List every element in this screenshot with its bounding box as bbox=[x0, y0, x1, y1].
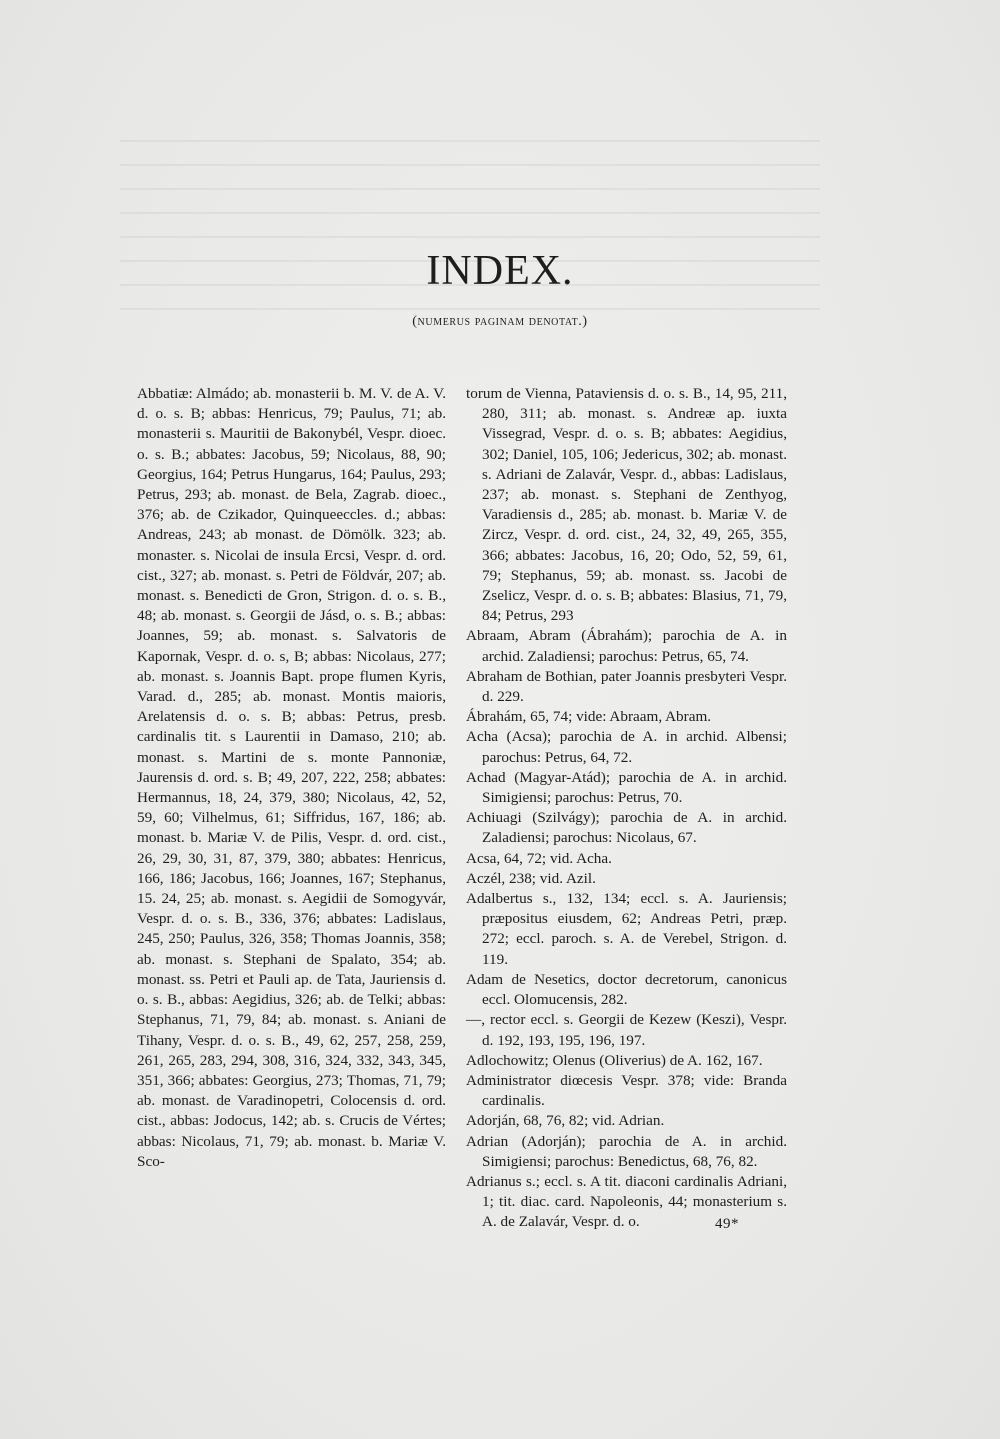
page-title: INDEX. bbox=[426, 248, 574, 294]
index-entry: Adlochowitz; Olenus (Oliverius) de A. 162, 167. bbox=[466, 1051, 763, 1069]
index-entry: Abraam, Abram (Ábrahám); parochia de A. in archid. Zaladiensi; parochus: Petrus, 65, 74. bbox=[466, 627, 787, 665]
right-column bbox=[466, 384, 787, 1233]
index-entry: Adalbertus s., 132, 134; eccl. s. A. Jauriensis; præpositus eiusdem, 62; Andreas Petri, præp. 272; eccl. paroch. s. A. de Verebel, Strigon. d. 119. bbox=[466, 890, 787, 968]
index-entry: Abraham de Bothian, pater Joannis presbyteri Vespr. d. 229. bbox=[466, 667, 787, 706]
index-entry: Ábrahám, 65, 74; vide: Abraam, Abram. bbox=[466, 708, 712, 726]
index-entry: torum de Vienna, Pataviensis d. o. s. B., 14, 95, 211, 280, 311; ab. monast. s. Andreæ ap. iuxta Vissegrad, Vespr. d. o. s. B; abbates: Aegidius, 302; Daniel, 105, 106; Jedericus, 302; ab. monast. s. Adriani de Zalavár, Vespr. d., abbas: Ladislaus, 237; ab. monast. s. Stephani de Zenthyog, Varadiensis d., 285; ab. monast. b. Mariæ V. de Zircz, Vespr. d. ord. cist., 24, 32, 49, 265, 355, 366; abbates: Jacobus, 16, 20; Odo, 52, 59, 61, 79; Stephanus, 59; ab. monast. ss. Jacobi de Zselicz, Vespr. d. o. s. B; abbates: Blasius, 71, 79, 84; Petrus, 293 bbox=[466, 385, 787, 625]
index-entry: Administrator diœcesis Vespr. 378; vide: Branda cardinalis. bbox=[466, 1071, 787, 1110]
index-entry: Abbatiæ: Almádo; ab. monasterii b. M. V. de A. V. d. o. s. B; abbas: Henricus, 79; Paulus, 71; ab. monasterii s. Mauritii de Bakonybél, Vespr. dioec. o. s. B.; abbates: Jacobus, 59; Nicolaus, 88, 90; Georgius, 164; Petrus Hungarus, 164; Paulus, 293; Petrus, 293; ab. monast. de Bela, Zagrab. dioec., 376; ab. de Czikador, Quinqueeccles. d.; abbas: Andreas, 243; ab monast. de Dömölk. 323; ab. monaster. s. Nicolai de insula Ercsi, Vespr. d. ord. cist., 327; ab. monast. s. Petri de Földvár, 207; ab. monast. s. Benedicti de Gron, Strigon. d. o. s. B., 48; ab. monast. s. Georgii de Jásd, o. s. B.; abbas: Joannes, 59; ab. monast. s. Salvatoris de Kapornak, Vespr. d. o. s, B; abbas: Nicolaus, 277; ab. monast. s. Joannis Bapt. prope flumen Kyris, Varad. d., 285; ab. monast. Montis maioris, Arelatensis d. o. s. B; abbas: Petrus, presb. cardinalis tit. s Laurentii in Damaso, 210; ab. monast. s. Martini de s. monte Pannoniæ, Jaurensis d. ord. s. B; 49, 207, 222, 258; abbates: Hermannus, 18, 24, 379, 380; Nicolaus, 42, 52, 59, 60; Vilhelmus, 61; Siffridus, 167, 186; ab. monast. b. Mariæ V. de Pilis, Vespr. d. ord. cist., 26, 29, 30, 31, 87, 379, 380; abbates: Henricus, 166, 186; Jacobus, 166; Joannes, 167; Stephanus, 15. 24, 25; ab. monast. s. Aegidii de Somogyvár, Vespr. d. o. s. B., 336, 376; abbates: Ladislaus, 245, 250; Paulus, 326, 358; Thomas Joannis, 358; ab. monast. s. Stephani de Spalato, 354; ab. monast. ss. Petri et Pauli ap. de Tata, Jauriensis d. o. s. B., abbas: Aegidius, 326; ab. de Telki; abbas: Stephanus, 71, 79, 84; ab. monast. s. Aniani de Tihany, Vespr. d. o. s. B., 49, 62, 257, 258, 259, 261, 265, 283, 294, 308, 316, 324, 332, 343, 345, 351, 366; abbates: Georgius, 273; Thomas, 71, 79; ab. monast. de Varadinopetri, Colocensis d. ord. cist., abbas: Jodocus, 142; ab. s. Crucis de Vértes; abbas: Nicolaus, 71, 79; ab. monast. b. Mariæ V. Sco- bbox=[137, 385, 446, 1170]
page-number: 49* bbox=[715, 1216, 739, 1232]
index-entry: Adrian (Adorján); parochia de A. in archid. Simigiensi; parochus: Benedictus, 68, 76, 82. bbox=[466, 1132, 787, 1170]
index-entry: Aczél, 238; vid. Azil. bbox=[466, 869, 596, 887]
index-entry: Achiuagi (Szilvágy); parochia de A. in archid. Zaladiensi; parochus: Nicolaus, 67. bbox=[466, 809, 787, 847]
index-entry: Achad (Magyar-Atád); parochia de A. in archid. Simigiensi; parochus: Petrus, 70. bbox=[466, 768, 787, 807]
index-entry: Acha (Acsa); parochia de A. in archid. Albensi; parochus: Petrus, 64, 72. bbox=[466, 728, 787, 766]
index-entry: Adrianus s.; eccl. s. A tit. diaconi cardinalis Adriani, 1; tit. diac. card. Napoleonis, 44; monasterium s. A. de Zalavár, Vespr. d. o. bbox=[466, 1172, 787, 1231]
left-column bbox=[137, 384, 446, 1172]
index-entry: Acsa, 64, 72; vid. Acha. bbox=[466, 849, 612, 867]
index-entry: Adorján, 68, 76, 82; vid. Adrian. bbox=[466, 1112, 665, 1130]
index-entry: Adam de Nesetics, doctor decretorum, canonicus eccl. Olomucensis, 282. bbox=[466, 970, 787, 1009]
index-entry: —, rector eccl. s. Georgii de Kezew (Keszi), Vespr. d. 192, 193, 195, 196, 197. bbox=[466, 1011, 787, 1049]
page-subtitle: (numerus paginam denotat.) bbox=[412, 314, 588, 329]
